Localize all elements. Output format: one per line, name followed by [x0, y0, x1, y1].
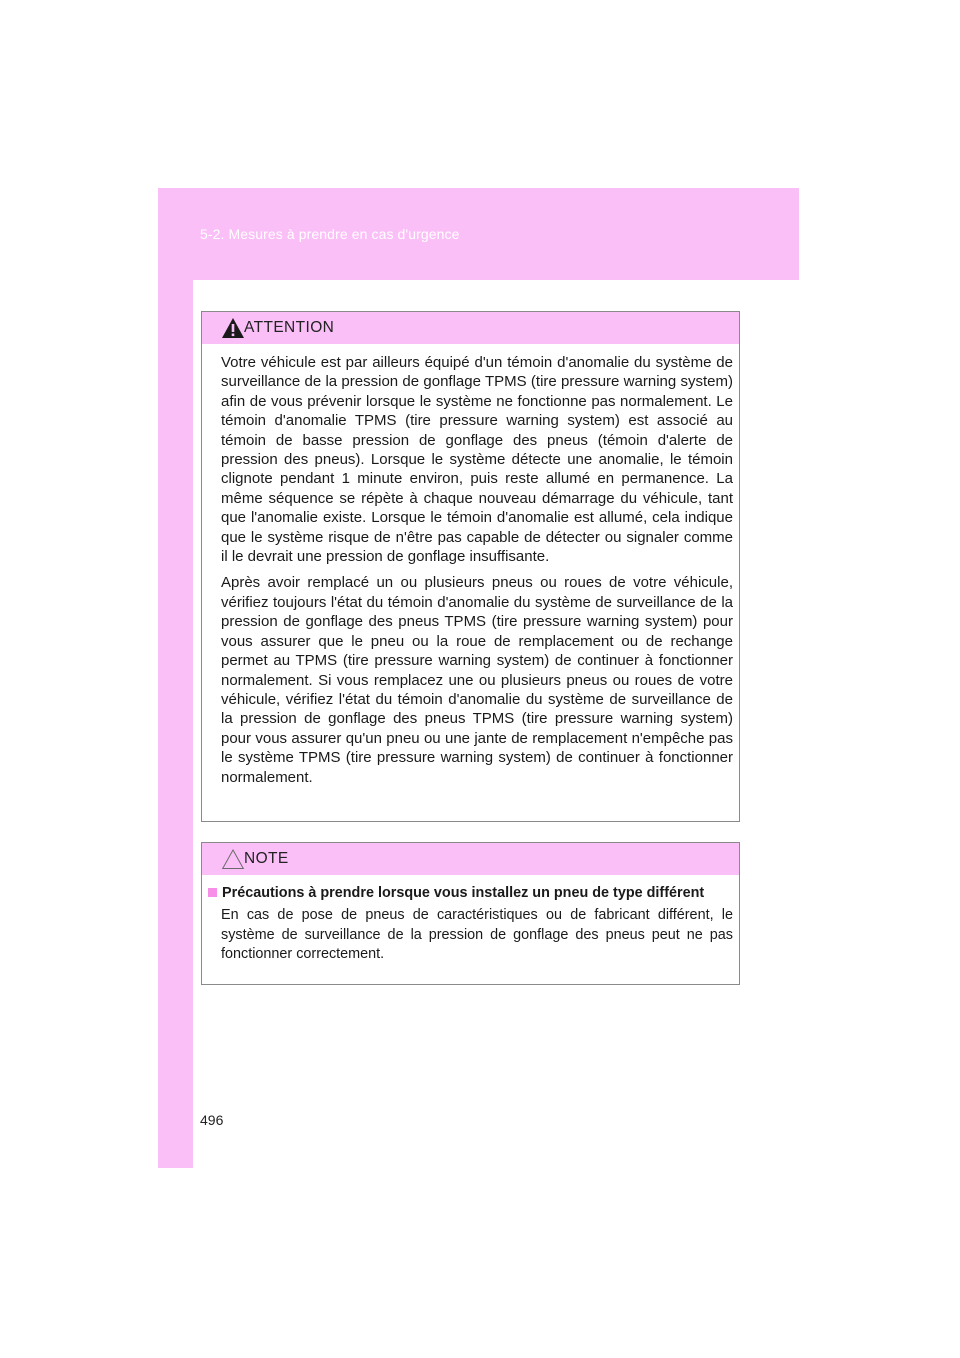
note-paragraph: En cas de pose de pneus de caractéristiques ou de fabricant différent, le système de surveillance de la pression de gonflage des pneus peut ne pas fonctionner correctement. [221, 907, 733, 963]
square-bullet-icon [208, 888, 217, 897]
warning-triangle-outline-icon [221, 848, 245, 870]
note-body [202, 875, 739, 965]
side-tab-strip [158, 280, 193, 1168]
page-number: 496 [200, 1112, 224, 1128]
note-box [201, 842, 740, 985]
warning-triangle-filled-icon [221, 317, 245, 339]
note-heading-row [208, 885, 733, 901]
note-title: NOTE [244, 850, 289, 867]
section-title: 5-2. Mesures à prendre en cas d'urgence [200, 226, 460, 242]
attention-body [202, 344, 739, 787]
note-heading: Précautions à prendre lorsque vous installez un pneu de type différent [222, 885, 705, 901]
attention-title: ATTENTION [244, 319, 335, 336]
attention-paragraph: Votre véhicule est par ailleurs équipé d'un témoin d'anomalie du système de surveillance de la pression de gonflage TPMS (tire pressure warning system) afin de vous prévenir lorsque le système ne fonctionne pas normalement. Le témoin d'anomalie TPMS (tire pressure warning system) est associé au témoin de basse pression de gonflage des pneus (témoin d'alerte de pression des pneus). Lorsque le système détecte une anomalie, le témoin clignote pendant 1 minute environ, puis reste allumé en permanence. La même séquence se répète à chaque nouveau démarrage du véhicule, tant que l'anomalie existe. Lorsque le témoin d'anomalie est allumé, cela indique que le système risque de n'être pas capable de détecter ou signaler comme il le devrait une pression de gonflage insuffisante. [221, 354, 733, 566]
attention-title-bar [202, 312, 739, 344]
attention-paragraph: Après avoir remplacé un ou plusieurs pneus ou roues de votre véhicule, vérifiez toujours l'état du témoin d'anomalie du système de surveillance de la pression de gonflage des pneus TPMS (tire pressure warning system) pour vous assurer que le pneu ou la roue de remplacement ou de rechange permet au TPMS (tire pressure warning system) de continuer à fonctionner normalement. Si vous remplacez une ou plusieurs pneus ou roues de votre véhicule, vérifiez l'état du témoin d'anomalie du système de surveillance de la pression de gonflage des pneus TPMS (tire pressure warning system) pour vous assurer qu'un pneu ou une jante de remplacement n'empêche pas le système TPMS (tire pressure warning system) de continuer à fonctionner normalement. [221, 574, 733, 786]
attention-box [201, 311, 740, 822]
note-title-bar [202, 843, 739, 875]
